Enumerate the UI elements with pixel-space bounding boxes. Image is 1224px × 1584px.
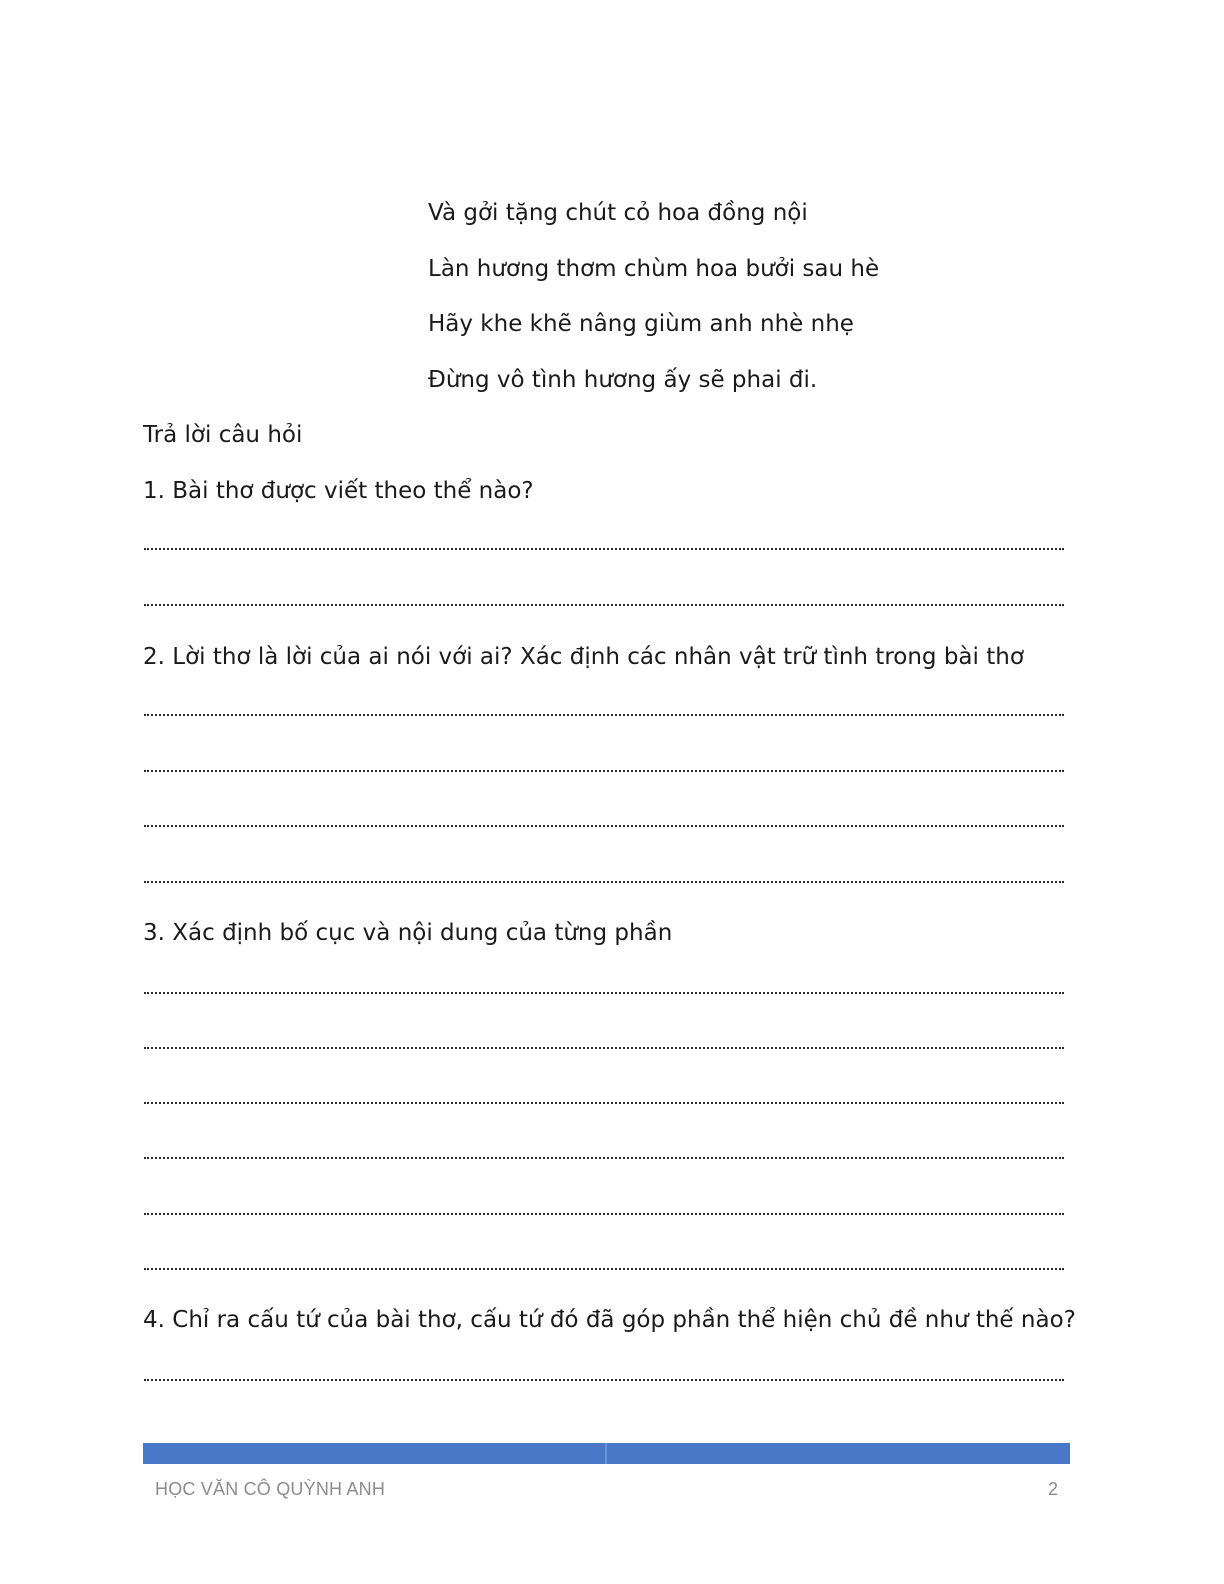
answer-line[interactable]	[144, 714, 1064, 716]
answer-line[interactable]	[144, 770, 1064, 772]
section-heading: Trả lời câu hỏi	[143, 422, 303, 448]
page-number: 2	[1047, 1479, 1058, 1499]
answer-line[interactable]	[144, 1157, 1064, 1159]
poem-line: Đừng vô tình hương ấy sẽ phai đi.	[428, 366, 818, 393]
answer-line[interactable]	[144, 548, 1064, 550]
answer-line[interactable]	[144, 1268, 1064, 1270]
poem-line: Và gởi tặng chút cỏ hoa đồng nội	[428, 200, 808, 226]
answer-line[interactable]	[144, 1379, 1064, 1381]
poem-excerpt	[428, 196, 879, 418]
answer-line[interactable]	[144, 1102, 1064, 1104]
poem-line: Hãy khe khẽ nâng giùm anh nhè nhẹ	[428, 311, 854, 337]
question-1: 1. Bài thơ được viết theo thể nào?	[143, 478, 534, 504]
answer-line[interactable]	[144, 825, 1064, 827]
question-3: 3. Xác định bố cục và nội dung của từng phần	[143, 920, 673, 946]
answer-line[interactable]	[144, 1213, 1064, 1215]
answer-line[interactable]	[144, 604, 1064, 606]
answer-line[interactable]	[144, 1047, 1064, 1049]
answer-line[interactable]	[144, 992, 1064, 994]
question-2: 2. Lời thơ là lời của ai nói với ai? Xác định các nhân vật trữ tình trong bài thơ	[143, 644, 1024, 670]
answer-line[interactable]	[144, 881, 1064, 883]
question-4: 4. Chỉ ra cấu tứ của bài thơ, cấu tứ đó đã góp phần thể hiện chủ đề như thế nào?	[143, 1307, 1076, 1333]
poem-line: Làn hương thơm chùm hoa bưởi sau hè	[428, 255, 880, 282]
footer-title: HỌC VĂN CÔ QUỲNH ANH	[155, 1479, 386, 1499]
footer-bar-divider	[605, 1443, 607, 1464]
